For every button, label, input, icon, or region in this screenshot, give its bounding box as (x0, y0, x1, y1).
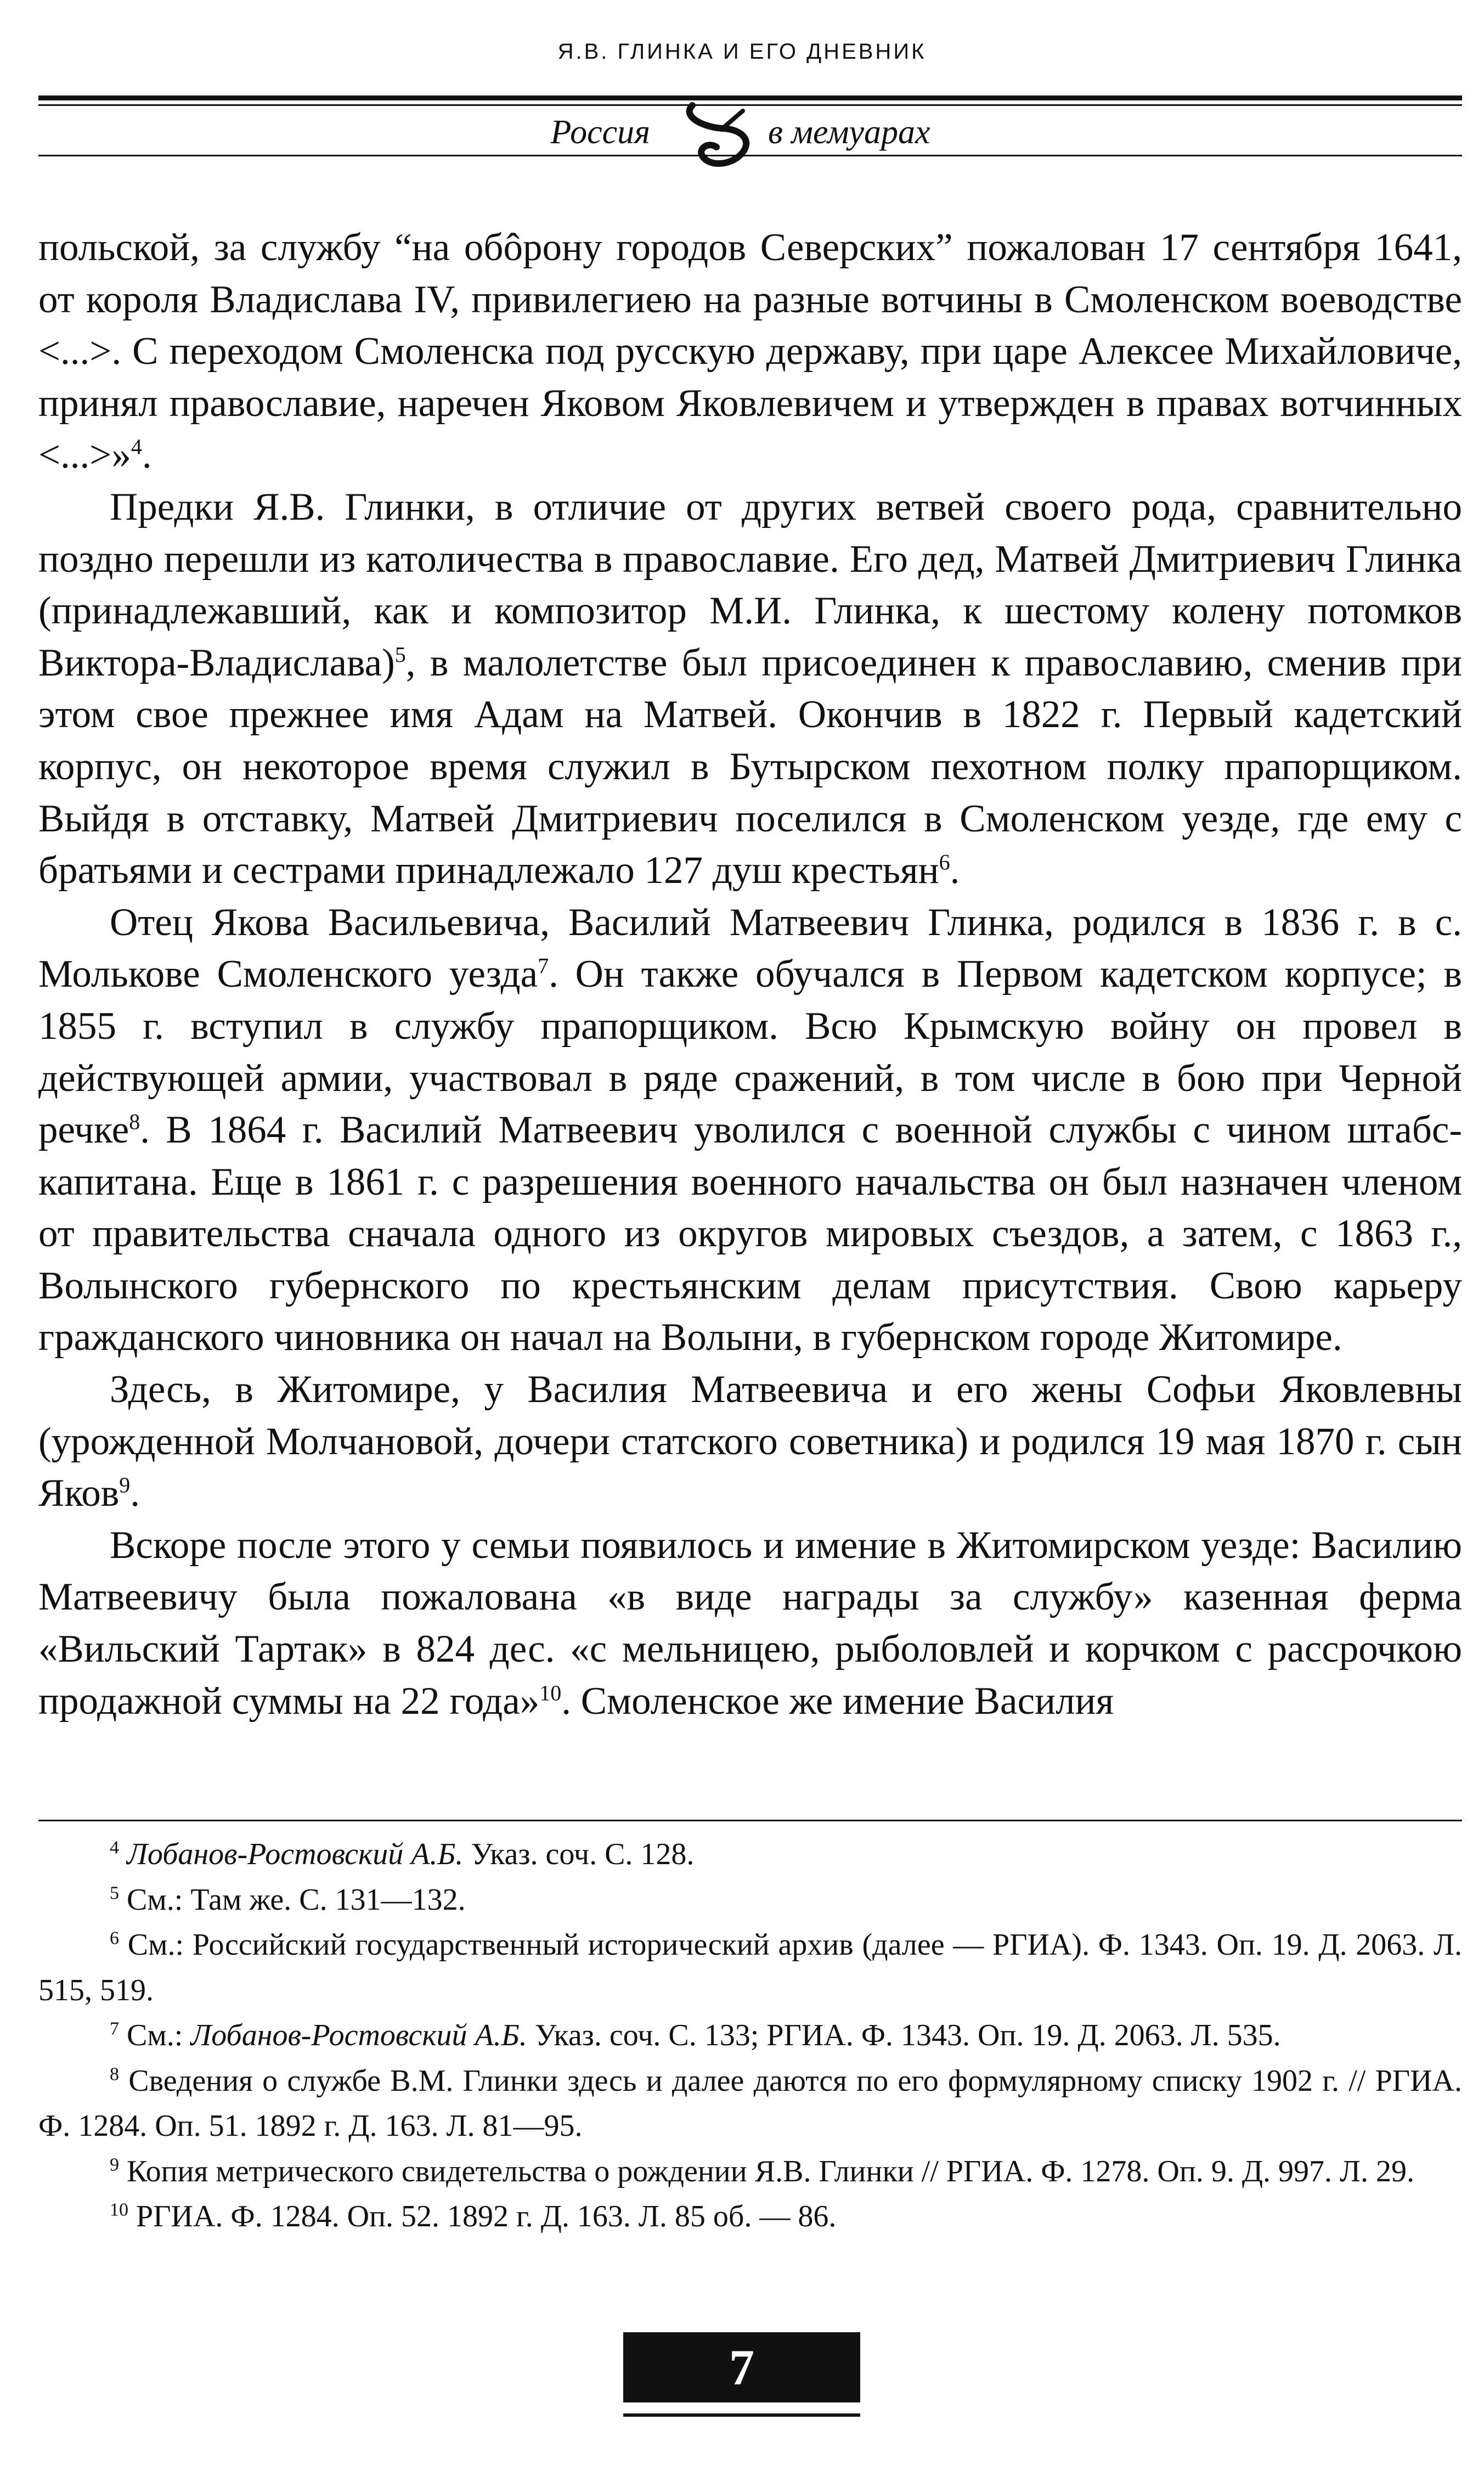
note-marker: 8 (129, 1109, 140, 1134)
text-run: . (130, 1472, 140, 1515)
series-title-left: Россия (550, 114, 650, 151)
text-run: См.: Там же. С. 131—132. (119, 1882, 466, 1917)
text-run: Отец Якова Васильевича, Василий Матвеевич Глинка, родился в 1836 г. в с. Молькове Смоленского уезда (38, 901, 1462, 996)
footnote (38, 2194, 1462, 2239)
footnote (38, 2149, 1462, 2194)
note-marker: 6 (939, 849, 950, 875)
text-run: Вскоре после этого у семьи появилось и имение в Житомирском уезде: Василию Матвеевичу была пожалована «в виде награды за службу» казенная ферма «Вильский Тартак» в 824 дес. «с мельницею, рыболовлей и корчком с рассрочкою продажной суммы на 22 года» (38, 1523, 1462, 1723)
page-number-underline (623, 2413, 860, 2417)
paragraph (38, 481, 1462, 897)
text-run: См.: (119, 2018, 191, 2052)
text-run: РГИА. Ф. 1284. Оп. 52. 1892 г. Д. 163. Л. 85 об. — 86. (128, 2199, 837, 2233)
series-title (0, 109, 1484, 156)
note-marker: 10 (539, 1680, 562, 1705)
footnote (38, 1877, 1462, 1923)
paragraph (38, 222, 1462, 481)
text-run: польской, за службу “на обôрону городов Северских” пожалован 17 сентября 1641, от короля Владислава IV, привилегиею на разные вотчины в Смоленском воеводстве <...>. С переходом Смоленска под русскую державу, при царе Алексее Михайловиче, принял православие, наречен Яковом Яковлевичем и утвержден в правах вотчинных <...>» (38, 226, 1462, 477)
text-run (119, 1837, 127, 1871)
paragraph (38, 1364, 1462, 1520)
note-marker: 8 (110, 2063, 119, 2084)
note-marker: 6 (110, 1928, 119, 1949)
author-name: Лобанов-Ростовский А.Б. (190, 2018, 527, 2052)
text-run: . Смоленское же имение Василия (561, 1679, 1114, 1723)
running-title: Я.В. ГЛИНКА И ЕГО ДНЕВНИК (557, 40, 927, 64)
paragraph (38, 897, 1462, 1364)
paragraph (38, 1520, 1462, 1727)
text-run: Указ. соч. С. 133; РГИА. Ф. 1343. Оп. 19. Д. 2063. Л. 535. (527, 2018, 1281, 2052)
note-marker: 7 (538, 953, 549, 978)
footnote (38, 1832, 1462, 1877)
note-marker: 5 (110, 1882, 119, 1903)
note-marker: 10 (110, 2199, 128, 2220)
footnote (38, 2058, 1462, 2149)
series-underline (38, 155, 1462, 156)
text-run: . Он также обучался в Первом кадетском корпусе; в 1855 г. вступил в службу прапорщиком. Всю Крымскую войну он провел в действующей армии, участвовал в ряде сражений, в том числе в бою при Черной речке (38, 953, 1463, 1152)
footnote (38, 2013, 1462, 2058)
note-marker: 5 (394, 642, 406, 667)
note-marker: 4 (110, 1837, 119, 1858)
text-run: См.: Российский государственный исторический архив (далее — РГИА). Ф. 1343. Оп. 19. Д. 2063. Л. 515, 519. (38, 1928, 1462, 2007)
note-marker: 7 (110, 2018, 119, 2039)
note-marker: 4 (131, 434, 142, 459)
text-run: . (950, 849, 960, 892)
text-run: . В 1864 г. Василий Матвеевич уволился с военной службы с чином штабс-капитана. Еще в 1861 г. с разрешения военного начальства он был назначен членом от правительства сначала одного из округов мировых съездов, а затем, с 1863 г., Волынского губернского по крестьянским делам присутствия. Свою карьеру гражданского чиновника он начал на Волыни, в губернском городе Житомире. (38, 1108, 1462, 1359)
text-run: Предки Я.В. Глинки, в отличие от других ветвей своего рода, сравнительно поздно перешли из католичества в православие. Его дед, Матвей Дмитриевич Глинка (принадлежавший, как и композитор М.И. Глинка, к шестому колену потомков Виктора-Владислава) (38, 485, 1462, 684)
page-number: 7 (623, 2332, 860, 2402)
text-run: Сведения о службе В.М. Глинки здесь и далее даются по его формулярному списку 1902 г. // РГИА. Ф. 1284. Оп. 51. 1892 г. Д. 163. Л. 81—95. (38, 2063, 1462, 2143)
text-run: , в малолетстве был присоединен к православию, сменив при этом свое прежнее имя Адам на Матвей. Окончив в 1822 г. Первый кадетский корпус, он некоторое время служил в Бутырском пехотном полку прапорщиком. Выйдя в отставку, Матвей Дмитриевич поселился в Смоленском уезде, где ему с братьями и сестрами принадлежало 127 душ крестьян (38, 641, 1462, 892)
note-marker: 9 (110, 2154, 119, 2175)
author-name: Лобанов-Ростовский А.Б. (127, 1837, 464, 1871)
text-run: Указ. соч. С. 128. (463, 1837, 695, 1871)
footnotes (38, 1832, 1462, 2239)
series-title-right: в мемуарах (768, 114, 930, 151)
note-marker: 9 (119, 1472, 131, 1498)
body-text (38, 222, 1462, 1727)
text-run: . (142, 434, 152, 477)
text-run: Здесь, в Житомире, у Василия Матвеевича и его жены Софьи Яковлевны (урожденной Молчановой, дочери статского советника) и родился 19 мая 1870 г. сын Яков (38, 1368, 1462, 1515)
s-monogram-icon (670, 94, 769, 177)
text-run: Копия метрического свидетельства о рождении Я.В. Глинки // РГИА. Ф. 1278. Оп. 9. Д. 997. Л. 29. (119, 2154, 1415, 2188)
footnote-separator (38, 1820, 1462, 1821)
footnote (38, 1922, 1462, 2013)
